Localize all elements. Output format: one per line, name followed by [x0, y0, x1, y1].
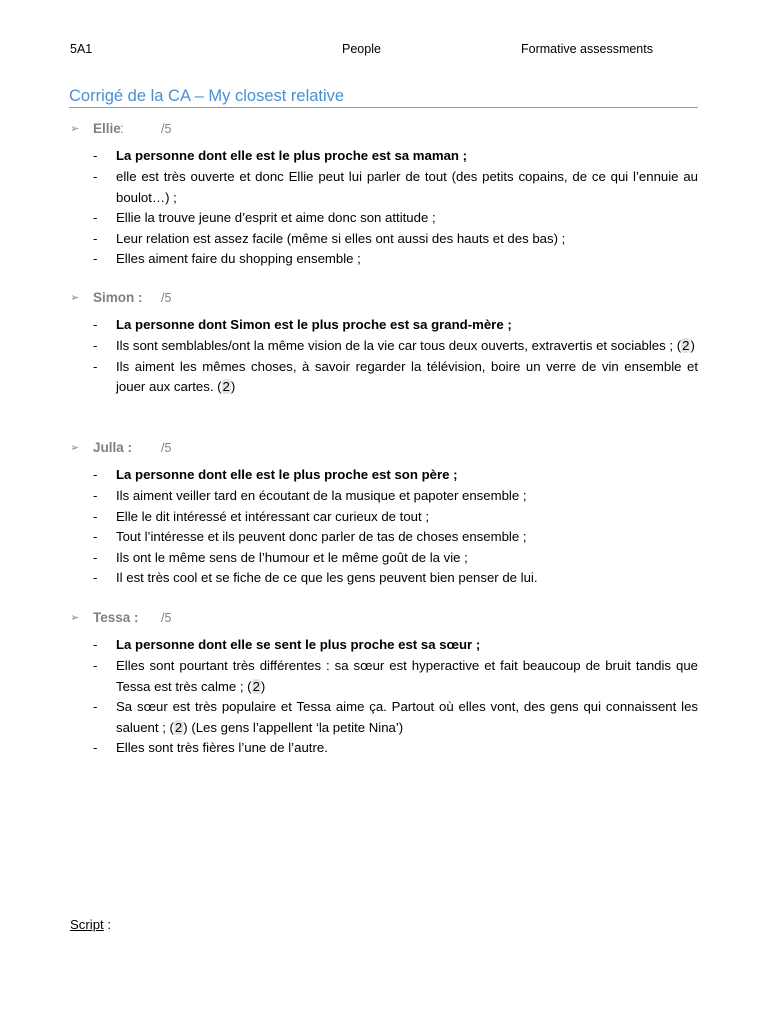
- answer-detail: [70, 229, 698, 249]
- answer-text: Sa sœur est très populaire et Tessa aime ça. Partout où elles vont, des gens qui connaissent les saluent ; (: [116, 699, 698, 735]
- dash-bullet-icon: -: [93, 570, 98, 586]
- answer-text: Elle le dit intéressé et intéressant car curieux de tout ;: [116, 508, 429, 524]
- answer-detail: [70, 738, 698, 758]
- answer-detail: [70, 697, 698, 738]
- arrowhead-bullet-icon: ➢: [70, 123, 80, 135]
- answer-text: Il est très cool et se fiche de ce que les gens peuvent bien penser de lui.: [116, 570, 538, 586]
- document-title: Corrigé de la CA – My closest relative: [69, 87, 698, 108]
- answer-text-tail: ): [690, 338, 695, 354]
- script-label-colon: :: [103, 917, 112, 932]
- answer-text-tail: ): [230, 379, 236, 395]
- score-out-of-five: /5: [161, 291, 172, 305]
- points-highlight: 2: [174, 719, 183, 735]
- answer-text: La personne dont elle est le plus proche est sa maman ;: [116, 148, 468, 163]
- student-name: Simon :: [93, 290, 143, 305]
- answer-list: [70, 465, 698, 588]
- answer-detail: [70, 167, 698, 208]
- dash-bullet-icon: -: [93, 169, 98, 185]
- student-name-colon: :: [120, 121, 124, 136]
- answer-text: Elles sont très fières l’une de l’autre.: [116, 740, 328, 756]
- answer-text: Tout l’intéresse et ils peuvent donc parler de tas de choses ensemble ;: [116, 529, 527, 545]
- dash-bullet-icon: -: [93, 317, 98, 332]
- answer-text: Elles aiment faire du shopping ensemble ;: [116, 251, 361, 267]
- answer-detail: [70, 249, 698, 269]
- answer-key-point: [70, 146, 698, 166]
- dash-bullet-icon: -: [93, 488, 98, 504]
- header-class-code: 5A1: [70, 42, 93, 56]
- answer-detail: [70, 656, 698, 697]
- header-category: Formative assessments: [521, 42, 653, 56]
- answer-list: [70, 635, 698, 758]
- dash-bullet-icon: -: [93, 549, 98, 565]
- answer-list: [70, 315, 698, 398]
- answer-text-tail: ) (Les gens l’appellent ‘la petite Nina’): [183, 719, 404, 735]
- answer-text: Ils aiment veiller tard en écoutant de la musique et papoter ensemble ;: [116, 488, 527, 504]
- answer-text-tail: ): [260, 678, 266, 694]
- points-highlight: 2: [682, 338, 690, 354]
- arrowhead-bullet-icon: ➢: [70, 442, 80, 454]
- dash-bullet-icon: -: [93, 148, 98, 163]
- dash-bullet-icon: -: [93, 230, 98, 246]
- script-label: [70, 917, 111, 932]
- dash-bullet-icon: -: [93, 529, 98, 545]
- points-highlight: 2: [252, 678, 260, 694]
- answer-text: elle est très ouverte et donc Ellie peut lui parler de tout (des petits copains, de ce qui l’ennuie au boulot…) ;: [116, 169, 698, 205]
- dash-bullet-icon: -: [93, 508, 98, 524]
- answer-text: Ils ont le même sens de l’humour et le même goût de la vie ;: [116, 549, 468, 565]
- answer-text: Ils sont semblables/ont la même vision de la vie car tous deux ouverts, extravertis et sociables ; (: [116, 338, 682, 354]
- answer-detail: [70, 336, 698, 356]
- answer-key-point: [70, 635, 698, 655]
- student-name: Julla :: [93, 440, 133, 455]
- dash-bullet-icon: -: [93, 637, 98, 652]
- section-1: [70, 121, 698, 269]
- arrowhead-bullet-icon: ➢: [70, 292, 80, 304]
- points-highlight: 2: [222, 379, 230, 395]
- header-unit: People: [342, 42, 381, 56]
- arrowhead-bullet-icon: ➢: [70, 612, 80, 624]
- answer-key-point: [70, 315, 698, 335]
- answer-text: Ellie la trouve jeune d’esprit et aime donc son attitude ;: [116, 210, 436, 226]
- answer-detail: [70, 548, 698, 568]
- answer-text: La personne dont Simon est le plus proche est sa grand-mère ;: [116, 317, 512, 332]
- answer-detail: [70, 357, 698, 398]
- score-out-of-five: /5: [161, 611, 172, 625]
- answer-text: La personne dont elle est le plus proche est son père ;: [116, 467, 458, 482]
- dash-bullet-icon: -: [93, 358, 98, 374]
- answer-detail: [70, 208, 698, 228]
- script-label-text: Script: [70, 917, 104, 932]
- answer-text: Ils aiment les mêmes choses, à savoir regarder la télévision, boire un verre de vin ensemble et jouer aux cartes. (: [116, 358, 698, 395]
- answer-key-point: [70, 465, 698, 485]
- answer-detail: [70, 568, 698, 588]
- answer-detail: [70, 507, 698, 527]
- answer-text: La personne dont elle se sent le plus proche est sa sœur ;: [116, 637, 481, 652]
- page-header: [70, 42, 698, 60]
- answer-detail: [70, 486, 698, 506]
- answer-text: Elles sont pourtant très différentes : sa sœur est hyperactive et fait beaucoup de bruit tandis que Tessa est très calme ; (: [116, 658, 698, 694]
- dash-bullet-icon: -: [93, 467, 98, 482]
- student-name: Ellie: [93, 121, 121, 136]
- section-2: [70, 290, 698, 398]
- section-heading: [70, 290, 698, 310]
- dash-bullet-icon: -: [93, 658, 98, 674]
- score-out-of-five: /5: [161, 441, 172, 455]
- dash-bullet-icon: -: [93, 338, 98, 354]
- answer-text: Leur relation est assez facile (même si elles ont aussi des hauts et des bas) ;: [116, 230, 566, 246]
- section-heading: [70, 610, 698, 630]
- dash-bullet-icon: -: [93, 740, 98, 756]
- dash-bullet-icon: -: [93, 251, 98, 267]
- dash-bullet-icon: -: [93, 699, 98, 715]
- section-4: [70, 610, 698, 758]
- section-3: [70, 440, 698, 588]
- student-name: Tessa :: [93, 610, 139, 625]
- dash-bullet-icon: -: [93, 210, 98, 226]
- section-heading: [70, 440, 698, 460]
- answer-detail: [70, 527, 698, 547]
- answer-list: [70, 146, 698, 269]
- section-heading: [70, 121, 698, 141]
- score-out-of-five: /5: [161, 122, 172, 136]
